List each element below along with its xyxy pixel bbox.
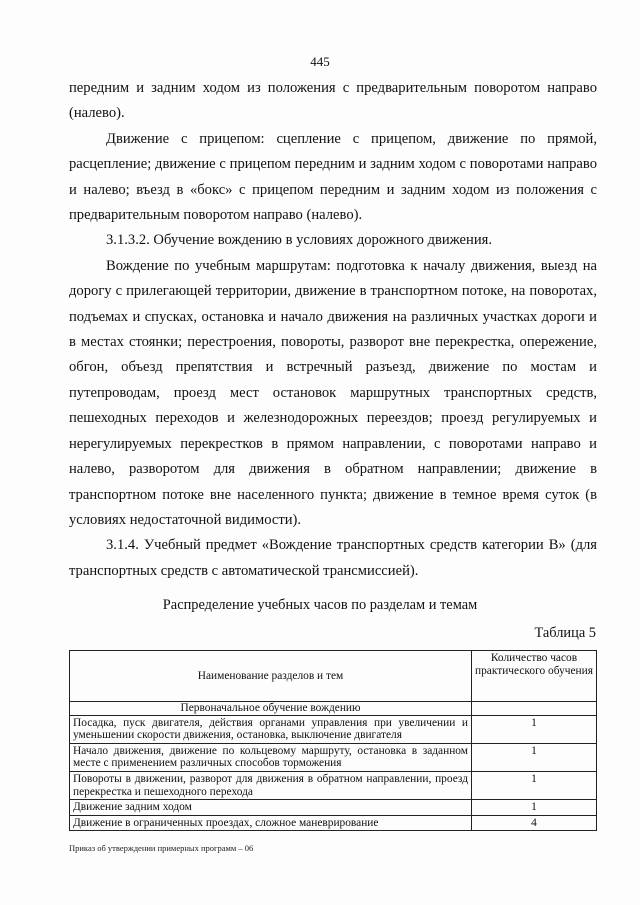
table-label: Таблица 5	[534, 625, 596, 641]
row-name: Посадка, пуск двигателя, действия органами управления при увеличении и уменьшении скорости движения, остановка, выключение двигателя	[70, 715, 472, 743]
row-name: Движение задним ходом	[70, 800, 472, 816]
section-title: Первоначальное обучение вождению	[70, 702, 472, 716]
paragraph-2: Движение с прицепом: сцепление с прицепом, движение по прямой, расцепление; движение с прицепом передним и задним ходом с поворотами направо и налево; въезд в «бокс» с прицепом передним и задним ходом из положения с предварительным поворотом направо (налево).	[69, 130, 597, 224]
body-text	[69, 76, 597, 584]
paragraph-4: Вождение по учебным маршрутам: подготовка к началу движения, выезд на дорогу с прилегающей территории, движение в транспортном потоке, на поворотах, подъемах и спусках, остановка и начало движения на различных участках дороги и в местах стоянки; перестроения, повороты, разворот вне перекрестка, опережение, обгон, объезд препятствия и встречный разъезд, движение по мостам и путепроводам, проезд мест остановок маршрутных транспортных средств, пешеходных переходов и железнодорожных переездов; проезд регулируемых и нерегулируемых перекрестков в прямом направлении, с поворотами направо и налево, разворотом для движения в обратном направлении; движение в транспортном потоке вне населенного пункта; движение в темное время суток (в условиях недостаточной видимости).	[69, 257, 597, 528]
table-row	[70, 771, 597, 799]
table-row	[70, 815, 597, 831]
table-header-row	[70, 651, 597, 702]
row-hours: 1	[472, 771, 597, 799]
table-section-row	[70, 702, 597, 716]
table-caption: Распределение учебных часов по разделам и темам	[162, 597, 478, 613]
table-row	[70, 743, 597, 771]
section-empty-cell	[472, 702, 597, 716]
footer-note: Приказ об утверждении примерных программ – 06	[69, 843, 254, 853]
table-row	[70, 800, 597, 816]
table-row	[70, 715, 597, 743]
header-hours: Количество часов практического обучения	[472, 651, 597, 702]
row-hours: 1	[472, 800, 597, 816]
page-number: 445	[310, 54, 330, 69]
paragraph-5: 3.1.4. Учебный предмет «Вождение транспортных средств категории В» (для транспортных средств с автоматической трансмиссией).	[69, 537, 597, 579]
row-name: Повороты в движении, разворот для движения в обратном направлении, проезд перекрестка и пешеходного перехода	[70, 771, 472, 799]
row-hours: 1	[472, 743, 597, 771]
paragraph-1: передним и задним ходом из положения с предварительным поворотом направо (налево).	[69, 80, 597, 122]
row-hours: 1	[472, 715, 597, 743]
row-name: Движение в ограниченных проездах, сложное маневрирование	[70, 815, 472, 831]
header-name: Наименование разделов и тем	[70, 651, 472, 702]
row-hours: 4	[472, 815, 597, 831]
paragraph-3: 3.1.3.2. Обучение вождению в условиях дорожного движения.	[106, 232, 493, 249]
hours-table	[69, 650, 597, 831]
row-name: Начало движения, движение по кольцевому маршруту, остановка в заданном месте с применением различных способов торможения	[70, 743, 472, 771]
